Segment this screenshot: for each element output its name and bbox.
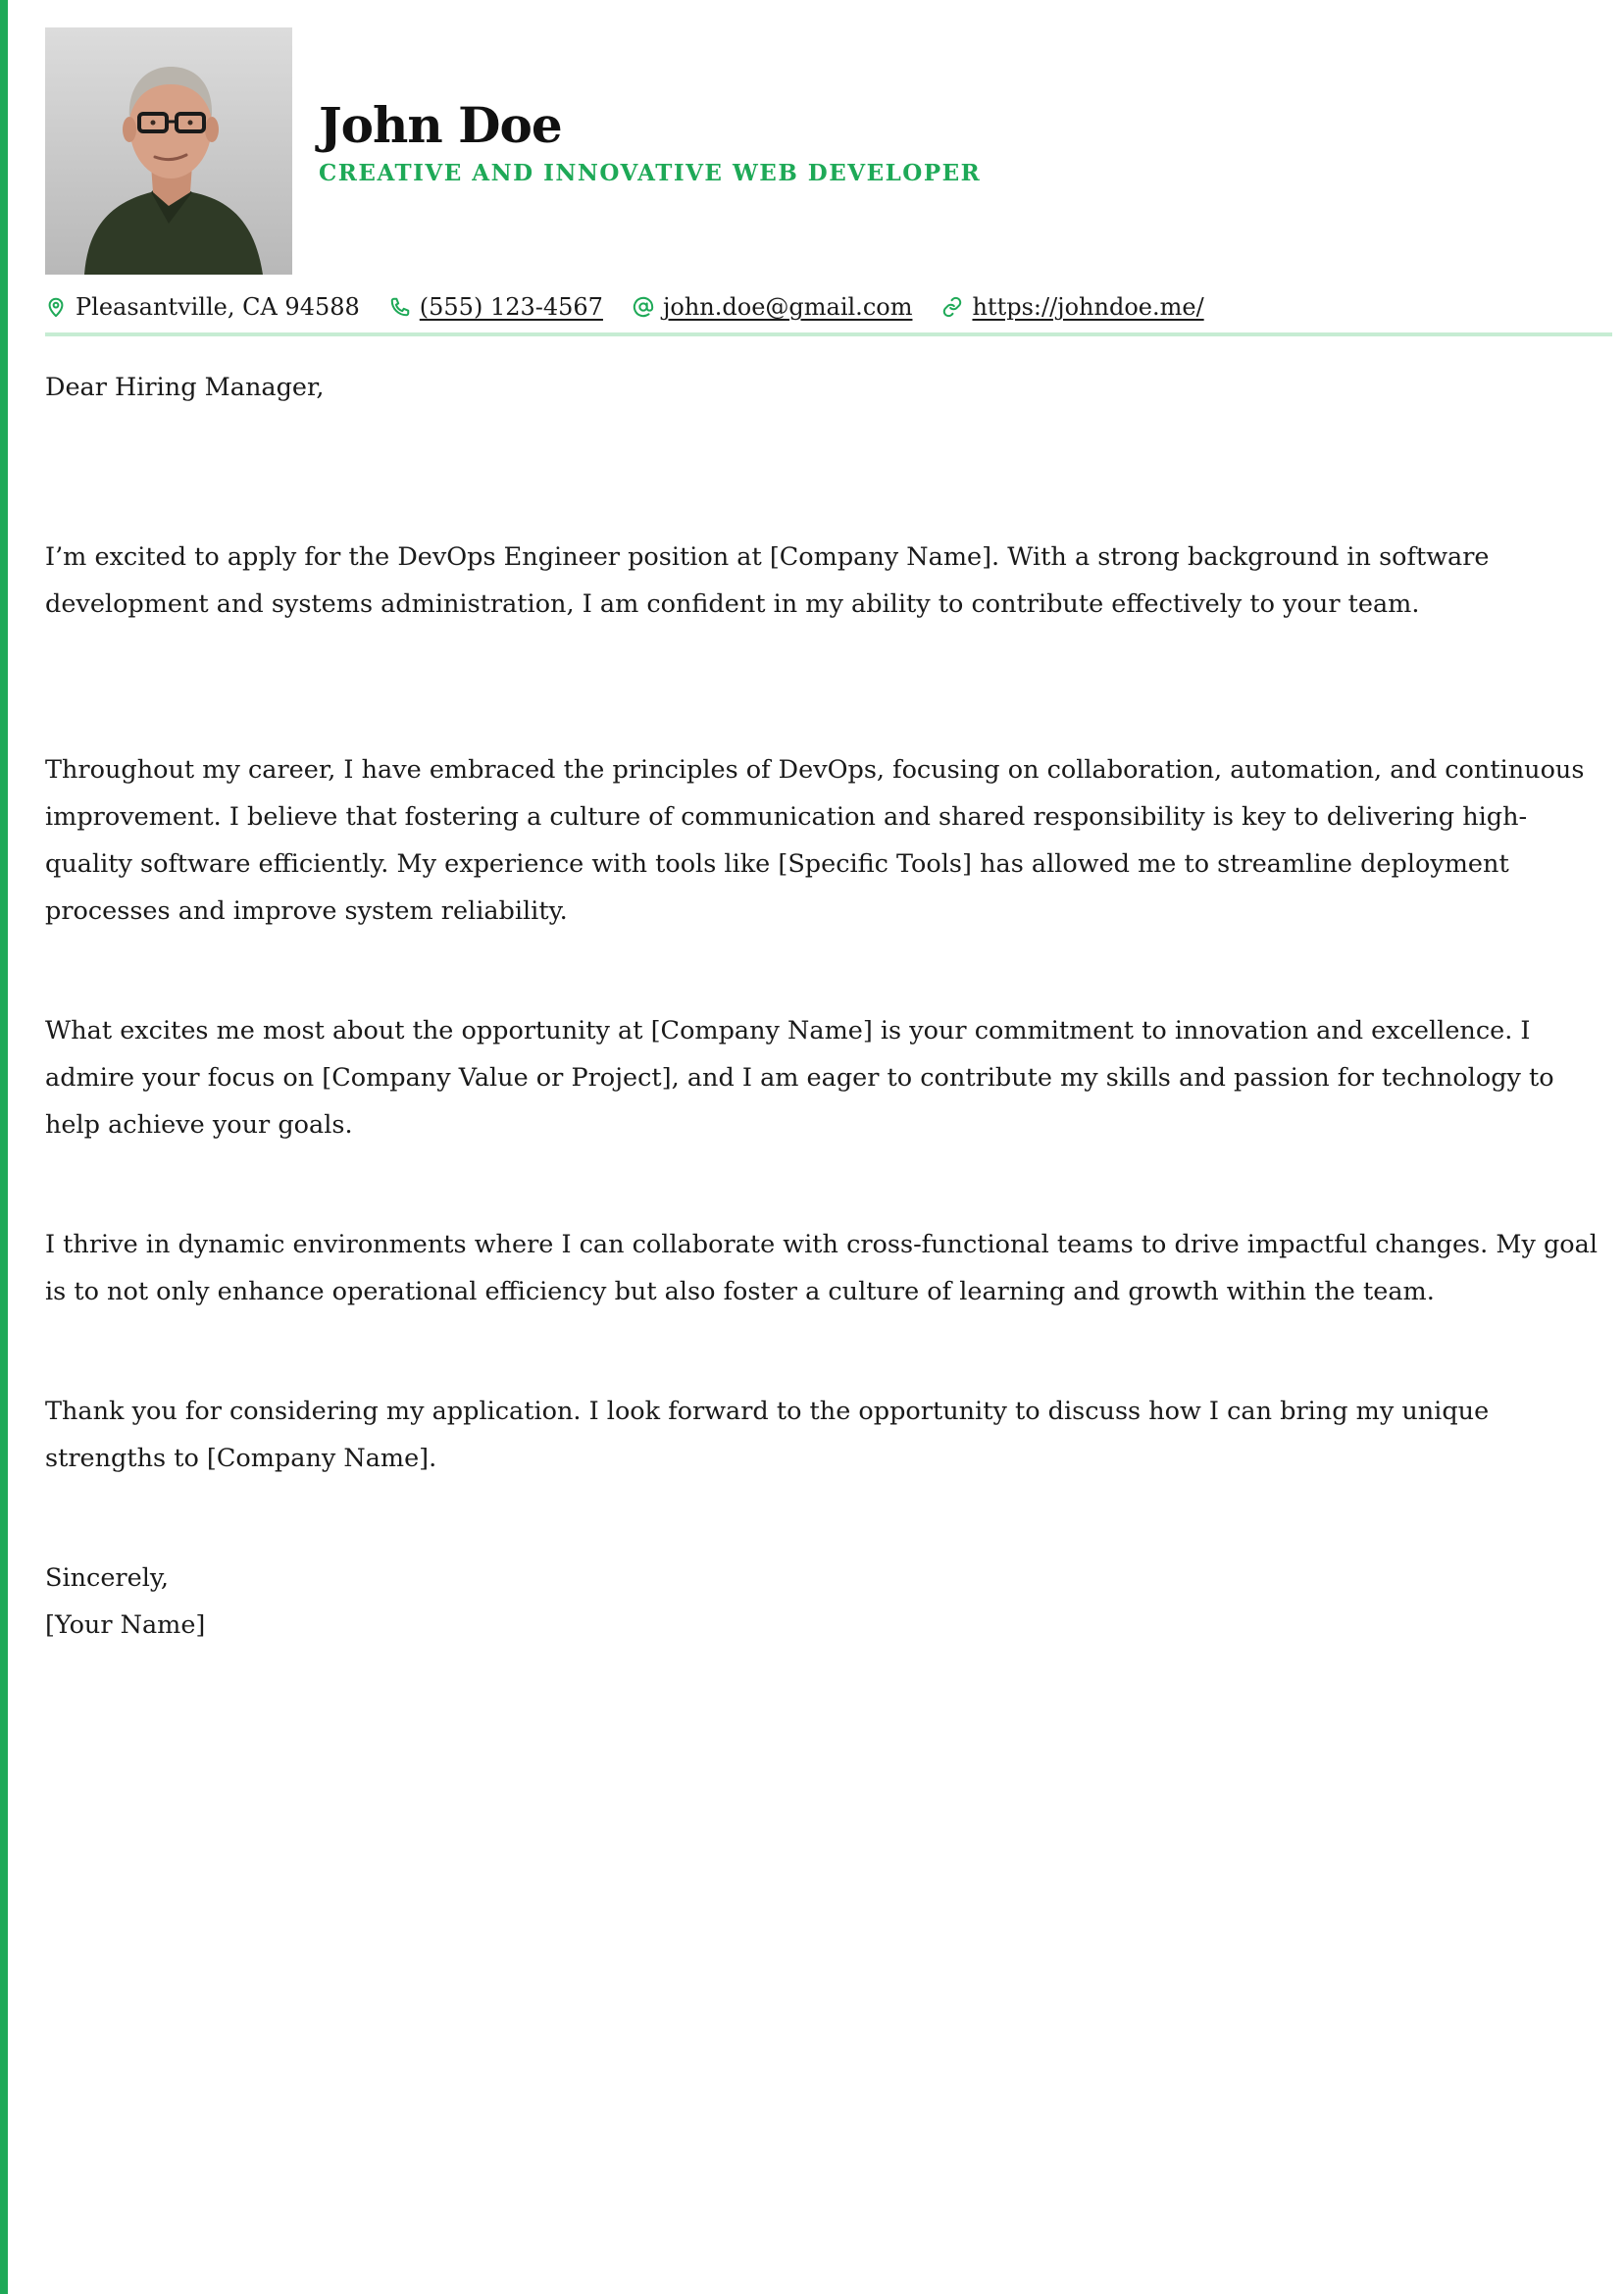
- applicant-name: John Doe: [319, 96, 562, 154]
- contact-website[interactable]: [941, 290, 1203, 324]
- contact-phone[interactable]: [389, 290, 603, 324]
- closing-line: Sincerely,: [45, 1563, 169, 1593]
- location-text: Pleasantville, CA 94588: [76, 293, 360, 321]
- header-divider: [45, 332, 1612, 336]
- header: [45, 27, 1595, 276]
- phone-link[interactable]: (555) 123-4567: [419, 293, 603, 321]
- salutation: Dear Hiring Manager,: [45, 373, 325, 402]
- map-pin-icon: [45, 296, 67, 318]
- paragraph-1: I’m excited to apply for the DevOps Engineer position at [Company Name]. With a strong background in software development and systems administration, I am confident in my ability to contribute effectively to your team.: [45, 542, 1490, 619]
- closing: [45, 1555, 1614, 1649]
- phone-icon: [389, 296, 411, 318]
- profile-photo: [45, 27, 292, 275]
- website-link[interactable]: https://johndoe.me/: [972, 293, 1204, 321]
- contact-email[interactable]: [633, 290, 913, 324]
- link-icon: [941, 296, 963, 318]
- at-sign-icon: [633, 296, 654, 318]
- name-block: [319, 27, 981, 188]
- contact-bar: [45, 290, 1595, 324]
- contact-location: [45, 290, 360, 324]
- signature: [Your Name]: [45, 1610, 206, 1640]
- paragraph-3: What excites me most about the opportunity at [Company Name] is your commitment to innovation and excellence. I admire your focus on [Company Value or Project], and I am eager to contribute my skills and passion for technology to help achieve your goals.: [45, 1016, 1554, 1140]
- applicant-title: CREATIVE AND INNOVATIVE WEB DEVELOPER: [319, 160, 982, 186]
- email-link[interactable]: john.doe@gmail.com: [662, 293, 913, 321]
- paragraph-5: Thank you for considering my application. I look forward to the opportunity to discuss how I can bring my unique strengths to [Company Name].: [45, 1397, 1490, 1473]
- paragraph-2: Throughout my career, I have embraced the principles of DevOps, focusing on collaboration, automation, and continuous improvement. I believe that fostering a culture of communication and shared responsibility is key to delivering high-quality software efficiently. My experience with tools like [Specific Tools] has allowed me to streamline deployment processes and improve system reliability.: [45, 755, 1585, 926]
- cover-letter-page: [45, 27, 1598, 1649]
- paragraph-4: I thrive in dynamic environments where I can collaborate with cross-functional teams to drive impactful changes. My goal is to not only enhance operational efficiency but also foster a culture of learning and growth within the team.: [45, 1230, 1598, 1306]
- left-accent-bar: [0, 0, 8, 2294]
- letter-body: [45, 364, 1614, 1649]
